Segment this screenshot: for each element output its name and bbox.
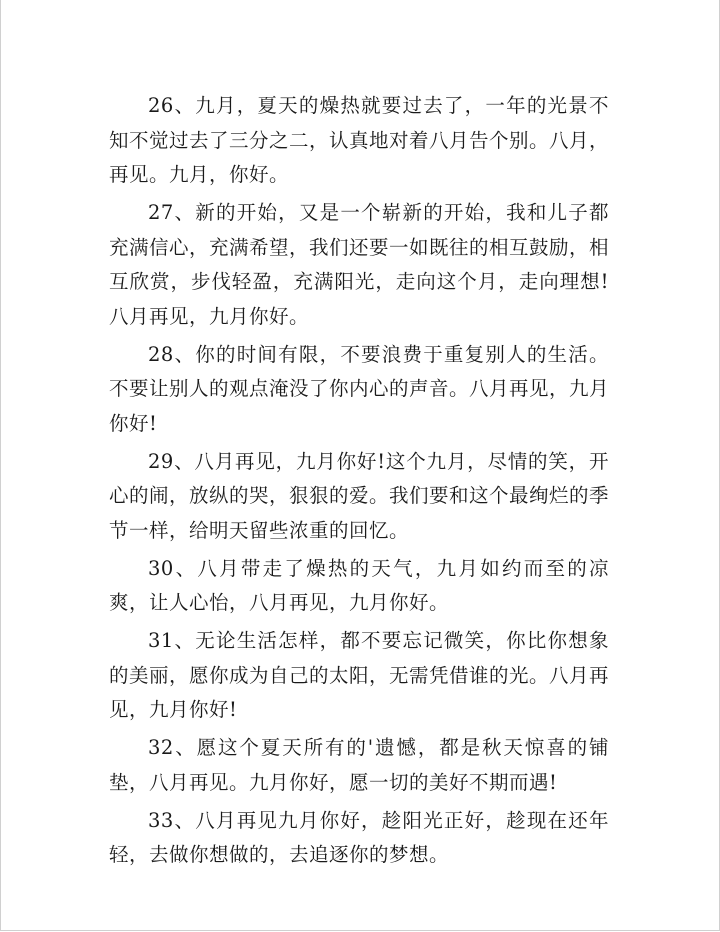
paragraph-30: 30、八月带走了燥热的天气，九月如约而至的凉爽，让人心怡，八月再见，九月你好。 [109,556,609,614]
paragraph-26: 26、九月，夏天的燥热就要过去了，一年的光景不知不觉过去了三分之二，认真地对着八月告个别。八月，再见。九月，你好。 [109,94,610,186]
paragraph-29: 29、八月再见，九月你好!这个九月，尽情的笑，开心的闹，放纵的哭，狠狠的爱。我们要和这个最绚烂的季节一样，给明天留些浓重的回忆。 [109,449,610,542]
paragraph-31: 31、无论生活怎样，都不要忘记微笑，你比你想象的美丽，愿你成为自己的太阳，无需凭借谁的光。八月再见，九月你好! [109,629,610,721]
paragraph-28: 28、你的时间有限，不要浪费于重复别人的生活。不要让别人的观点淹没了你内心的声音。八月再见，九月你好! [109,342,610,435]
paragraph-33: 33、八月再见九月你好，趁阳光正好，趁现在还年轻，去做你想做的，去追逐你的梦想。 [109,808,609,866]
paragraph-32: 32、愿这个夏天所有的'遗憾，都是秋天惊喜的铺垫，八月再见。九月你好，愿一切的美好不期而遇! [109,736,609,794]
document-body [109,89,609,876]
paragraph-27: 27、新的开始，又是一个崭新的开始，我和儿子都充满信心，充满希望，我们还要一如既往的相互鼓励，相互欣赏，步伐轻盈，充满阳光，走向这个月，走向理想!八月再见，九月你好。 [109,201,610,328]
